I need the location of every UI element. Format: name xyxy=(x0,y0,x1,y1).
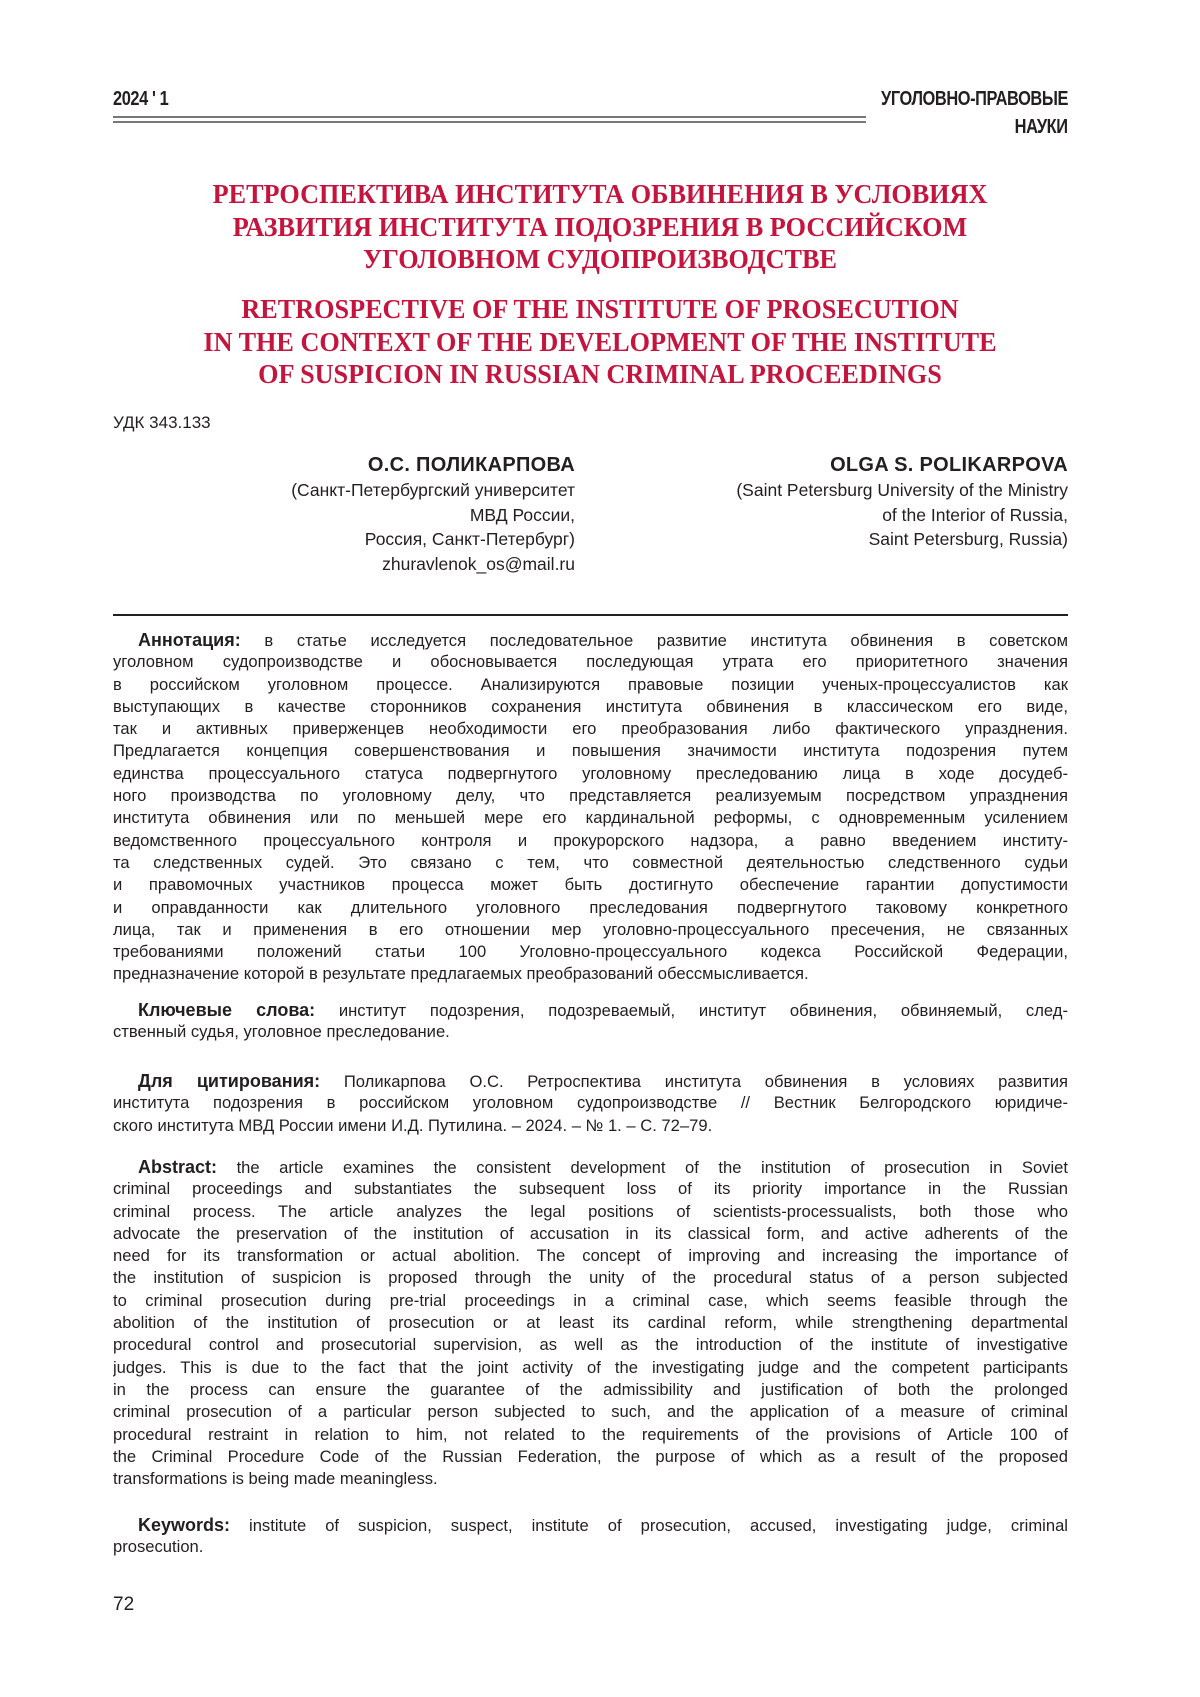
line-text: criminal process. The article analyzes the legal positions of scientists-processualists, both those who xyxy=(113,1202,1068,1221)
paragraph-line xyxy=(113,1379,1068,1401)
title-line: OF SUSPICION IN RUSSIAN CRIMINAL PROCEEDINGS xyxy=(76,358,1124,391)
section-divider xyxy=(113,614,1068,616)
line-text: the institution of suspicion is proposed through the unity of the procedural status of a person subjected xyxy=(113,1268,1068,1287)
paragraph-line xyxy=(113,1115,1068,1137)
line-text: лица, так и применения в его отношении мер уголовно-процессуального пресечения, не связанных xyxy=(113,920,1068,939)
paragraph-label: Для цитирования: xyxy=(138,1071,320,1091)
paragraph-line xyxy=(113,763,1068,785)
paragraph-line xyxy=(113,785,1068,807)
keywords-english-paragraph xyxy=(113,1514,1068,1559)
paragraph-line xyxy=(113,1401,1068,1423)
journal-section: УГОЛОВНО-ПРАВОВЫЕ xyxy=(881,88,1068,111)
affiliation-line: МВД России, xyxy=(291,503,575,528)
title-line: RETROSPECTIVE OF THE INSTITUTE OF PROSECUTION xyxy=(76,293,1124,326)
paragraph-line xyxy=(113,1201,1068,1223)
paragraph-line xyxy=(113,1312,1068,1334)
paragraph-line xyxy=(113,1245,1068,1267)
document-page xyxy=(0,0,1200,1697)
header-rule xyxy=(113,121,866,123)
paragraph-label: Аннотация: xyxy=(138,630,241,650)
title-line: РАЗВИТИЯ ИНСТИТУТА ПОДОЗРЕНИЯ В РОССИЙСКОМ xyxy=(76,211,1124,244)
paragraph-line xyxy=(113,999,1068,1021)
paragraph-line xyxy=(113,1357,1068,1379)
citation-paragraph xyxy=(113,1070,1068,1137)
title-line: РЕТРОСПЕКТИВА ИНСТИТУТА ОБВИНЕНИЯ В УСЛОВИЯХ xyxy=(76,178,1124,211)
paragraph-line xyxy=(113,718,1068,740)
title-line: IN THE CONTEXT OF THE DEVELOPMENT OF THE INSTITUTE xyxy=(76,326,1124,359)
line-text: Поликарпова О.С. Ретроспектива института обвинения в условиях развития xyxy=(320,1072,1068,1091)
paragraph-line xyxy=(113,963,1068,985)
paragraph-line xyxy=(113,1267,1068,1289)
paragraph-line xyxy=(113,674,1068,696)
author-russian xyxy=(291,452,575,576)
paragraph-line xyxy=(113,740,1068,762)
line-text: to criminal prosecution during pre-trial proceedings in a criminal case, which seems feasible through the xyxy=(113,1291,1068,1310)
line-text: institute of suspicion, suspect, institute of prosecution, accused, investigating judge, criminal xyxy=(230,1516,1068,1535)
paragraph-label: Abstract: xyxy=(138,1157,217,1177)
line-text: criminal proceedings and substantiates the subsequent loss of its priority importance in the Russian xyxy=(113,1179,1068,1198)
line-text: так и активных приверженцев необходимости его преобразования либо фактического упразднения. xyxy=(113,719,1068,738)
line-text: уголовном судопроизводстве и обосновывается последующая утрата его приоритетного значения xyxy=(113,652,1068,671)
paragraph-line xyxy=(113,1424,1068,1446)
author-english xyxy=(736,452,1068,552)
paragraph-line xyxy=(113,830,1068,852)
title-line: УГОЛОВНОМ СУДОПРОИЗВОДСТВЕ xyxy=(76,243,1124,276)
paragraph-line xyxy=(113,629,1068,651)
title-english xyxy=(76,293,1124,391)
annotation-paragraph xyxy=(113,629,1068,986)
paragraph-line xyxy=(113,919,1068,941)
line-text: in the process can ensure the guarantee of the admissibility and justification of both the prolonged xyxy=(113,1380,1068,1399)
line-text: та следственных судей. Это связано с тем, что совместной деятельностью следственного судьи xyxy=(113,853,1068,872)
line-text: transformations is being made meaningless. xyxy=(113,1469,438,1488)
paragraph-line xyxy=(113,874,1068,896)
line-text: need for its transformation or actual abolition. The concept of improving and increasing the importance of xyxy=(113,1246,1068,1265)
keywords-russian-paragraph xyxy=(113,999,1068,1044)
line-text: выступающих в качестве сторонников сохранения института обвинения в классическом его виде, xyxy=(113,697,1068,716)
line-text: advocate the preservation of the institution of accusation in its classical form, and active adherents of the xyxy=(113,1224,1068,1243)
line-text: abolition of the institution of prosecution or at least its cardinal reform, while strengthening departmental xyxy=(113,1313,1068,1332)
line-text: институт подозрения, подозреваемый, институт обвинения, обвиняемый, след- xyxy=(315,1001,1068,1020)
line-text: единства процессуального статуса подвергнутого уголовному преследованию лица в ходе досудеб- xyxy=(113,764,1068,783)
paragraph-line xyxy=(113,1021,1068,1043)
paragraph-line xyxy=(113,1514,1068,1536)
paragraph-line xyxy=(113,1223,1068,1245)
journal-issue: 2024 ' 1 xyxy=(113,88,168,111)
abstract-paragraph xyxy=(113,1156,1068,1490)
udk-code: УДК 343.133 xyxy=(113,413,211,433)
line-text: criminal prosecution of a particular person subjected to such, and the application of a measure of criminal xyxy=(113,1402,1068,1421)
paragraph-line xyxy=(113,1156,1068,1178)
line-text: the Criminal Procedure Code of the Russian Federation, the purpose of which as a result of the proposed xyxy=(113,1447,1068,1466)
title-russian xyxy=(76,178,1124,276)
line-text: procedural restraint in relation to him, not related to the requirements of the provisions of Article 100 of xyxy=(113,1425,1068,1444)
paragraph-line xyxy=(113,897,1068,919)
line-text: требованиями положений статьи 100 Уголовно-процессуального кодекса Российской Федерации, xyxy=(113,942,1068,961)
affiliation-line: Saint Petersburg, Russia) xyxy=(736,527,1068,552)
line-text: procedural control and prosecutorial supervision, as well as the introduction of the institute of investigative xyxy=(113,1335,1068,1354)
line-text: в российском уголовном процессе. Анализируются правовые позиции ученых-процессуалистов как xyxy=(113,675,1068,694)
paragraph-line xyxy=(113,807,1068,829)
paragraph-line xyxy=(113,941,1068,963)
author-email: zhuravlenok_os@mail.ru xyxy=(291,552,575,577)
author-name: OLGA S. POLIKARPOVA xyxy=(736,452,1068,478)
line-text: Предлагается концепция совершенствования и повышения значимости института подозрения путем xyxy=(113,741,1068,760)
line-text: в статье исследуется последовательное развитие института обвинения в советском xyxy=(241,631,1068,650)
affiliation-line: of the Interior of Russia, xyxy=(736,503,1068,528)
line-text: института подозрения в российском уголовном судопроизводстве // Вестник Белгородского юридиче- xyxy=(113,1093,1068,1112)
line-text: и оправданности как длительного уголовного преследования подвергнутого таковому конкретного xyxy=(113,898,1068,917)
paragraph-line xyxy=(113,852,1068,874)
line-text: judges. This is due to the fact that the joint activity of the investigating judge and the competent participants xyxy=(113,1358,1068,1377)
line-text: prosecution. xyxy=(113,1537,203,1556)
affiliation-line: Россия, Санкт-Петербург) xyxy=(291,527,575,552)
author-name: О.С. ПОЛИКАРПОВА xyxy=(291,452,575,478)
page-number: 72 xyxy=(113,1594,134,1616)
paragraph-line xyxy=(113,1536,1068,1558)
line-text: института обвинения или по меньшей мере его кардинальной реформы, с одновременным усилением xyxy=(113,808,1068,827)
paragraph-line xyxy=(113,651,1068,673)
paragraph-line xyxy=(113,1092,1068,1114)
affiliation-line: (Saint Petersburg University of the Ministry xyxy=(736,478,1068,503)
paragraph-line xyxy=(113,1290,1068,1312)
line-text: ского института МВД России имени И.Д. Путилина. – 2024. – № 1. – С. 72–79. xyxy=(113,1116,712,1135)
affiliation-line: (Санкт-Петербургский университет xyxy=(291,478,575,503)
paragraph-line xyxy=(113,1446,1068,1468)
paragraph-line xyxy=(113,1468,1068,1490)
line-text: ственный судья, уголовное преследование. xyxy=(113,1022,450,1041)
paragraph-line xyxy=(113,696,1068,718)
header-rule xyxy=(113,116,866,118)
paragraph-label: Keywords: xyxy=(138,1515,230,1535)
line-text: ведомственного процессуального контроля и прокурорского надзора, а равно введением институ- xyxy=(113,831,1068,850)
paragraph-line xyxy=(113,1178,1068,1200)
line-text: ного производства по уголовному делу, что представляется реализуемым посредством упразднения xyxy=(113,786,1068,805)
line-text: the article examines the consistent development of the institution of prosecution in Soviet xyxy=(217,1158,1068,1177)
line-text: и правомочных участников процесса может быть достигнуто обеспечение гарантии допустимости xyxy=(113,875,1068,894)
journal-section: НАУКИ xyxy=(1015,116,1068,139)
paragraph-label: Ключевые слова: xyxy=(138,1000,315,1020)
paragraph-line xyxy=(113,1070,1068,1092)
paragraph-line xyxy=(113,1334,1068,1356)
line-text: предназначение которой в результате предлагаемых преобразований обессмысливается. xyxy=(113,964,809,983)
